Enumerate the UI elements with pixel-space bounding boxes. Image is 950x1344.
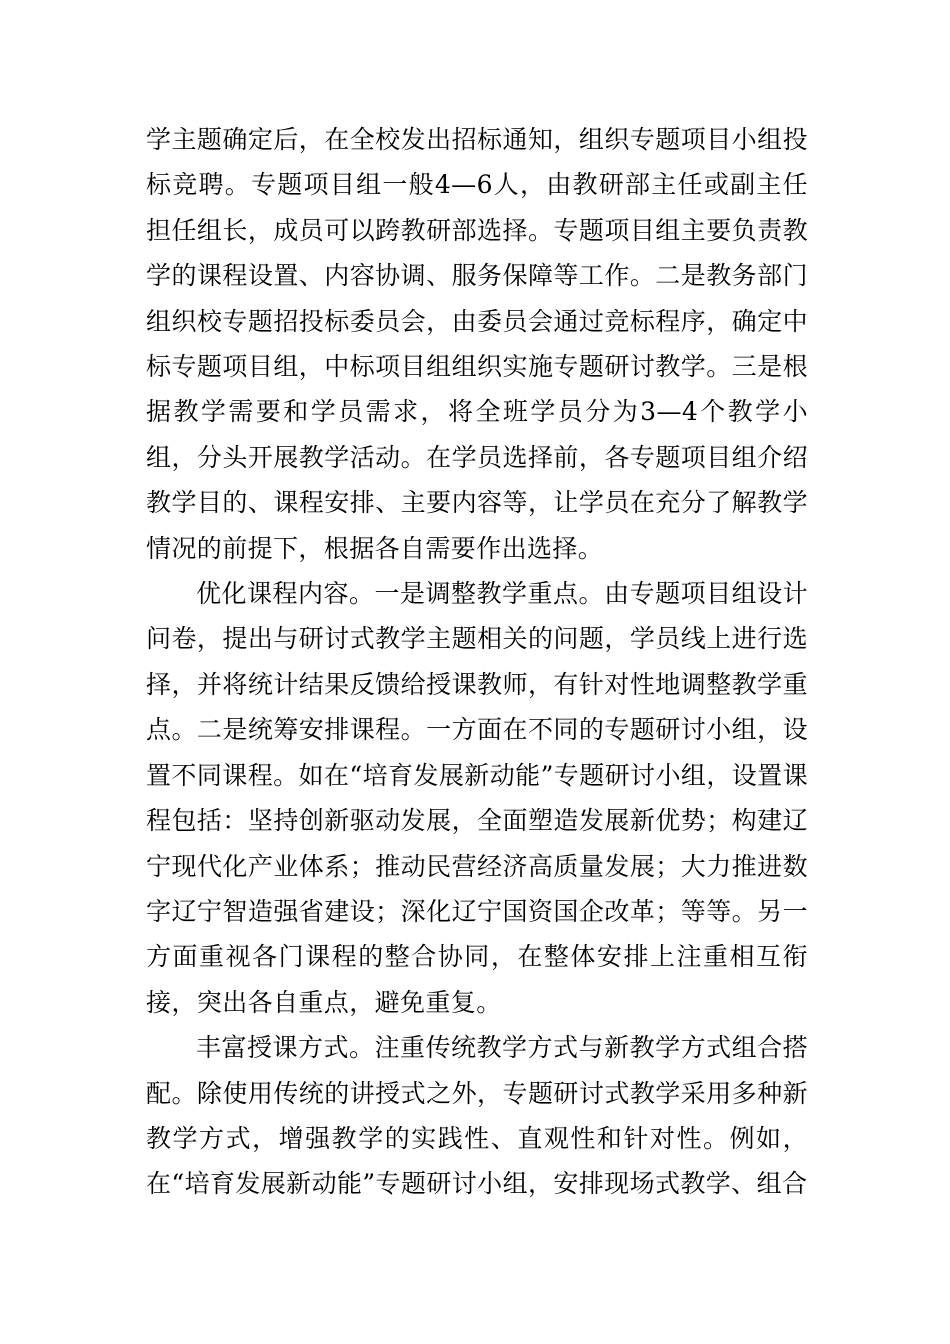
paragraph-enrich-teaching-methods: 丰富授课方式。注重传统教学方式与新教学方式组合搭配。除使用传统的讲授式之外，专题研讨式教学采用多种新教学方式，增强教学的实践性、直观性和针对性。例如，在“培育发展新动能”专题研讨小组，安排现场式教学、组合: [146, 1033, 808, 1199]
paragraph-optimize-course-content: 优化课程内容。一是调整教学重点。由专题项目组设计问卷，提出与研讨式教学主题相关的问题，学员线上进行选择，并将统计结果反馈给授课教师，有针对性地调整教学重点。二是统筹安排课程。一方面在不同的专题研讨小组，设置不同课程。如在“培育发展新动能”专题研讨小组，设置课程包括：坚持创新驱动发展，全面塑造发展新优势；构建辽宁现代化产业体系；推动民营经济高质量发展；大力推进数字辽宁智造强省建设；深化辽宁国资国企改革；等等。另一方面重视各门课程的整合协同，在整体安排上注重相互衔接，突出各自重点，避免重复。: [146, 579, 808, 1017]
document-page: [146, 117, 808, 1207]
paragraph-continuation: 学主题确定后，在全校发出招标通知，组织专题项目小组投标竞聘。专题项目组一般4—6人，由教研部主任或副主任担任组长，成员可以跨教研部选择。专题项目组主要负责教学的课程设置、内容协调、服务保障等工作。二是教务部门组织校专题招投标委员会，由委员会通过竞标程序，确定中标专题项目组，中标项目组组织实施专题研讨教学。三是根据教学需要和学员需求，将全班学员分为3—4个教学小组，分头开展教学活动。在学员选择前，各专题项目组介绍教学目的、课程安排、主要内容等，让学员在充分了解教学情况的前提下，根据各自需要作出选择。: [146, 125, 808, 563]
